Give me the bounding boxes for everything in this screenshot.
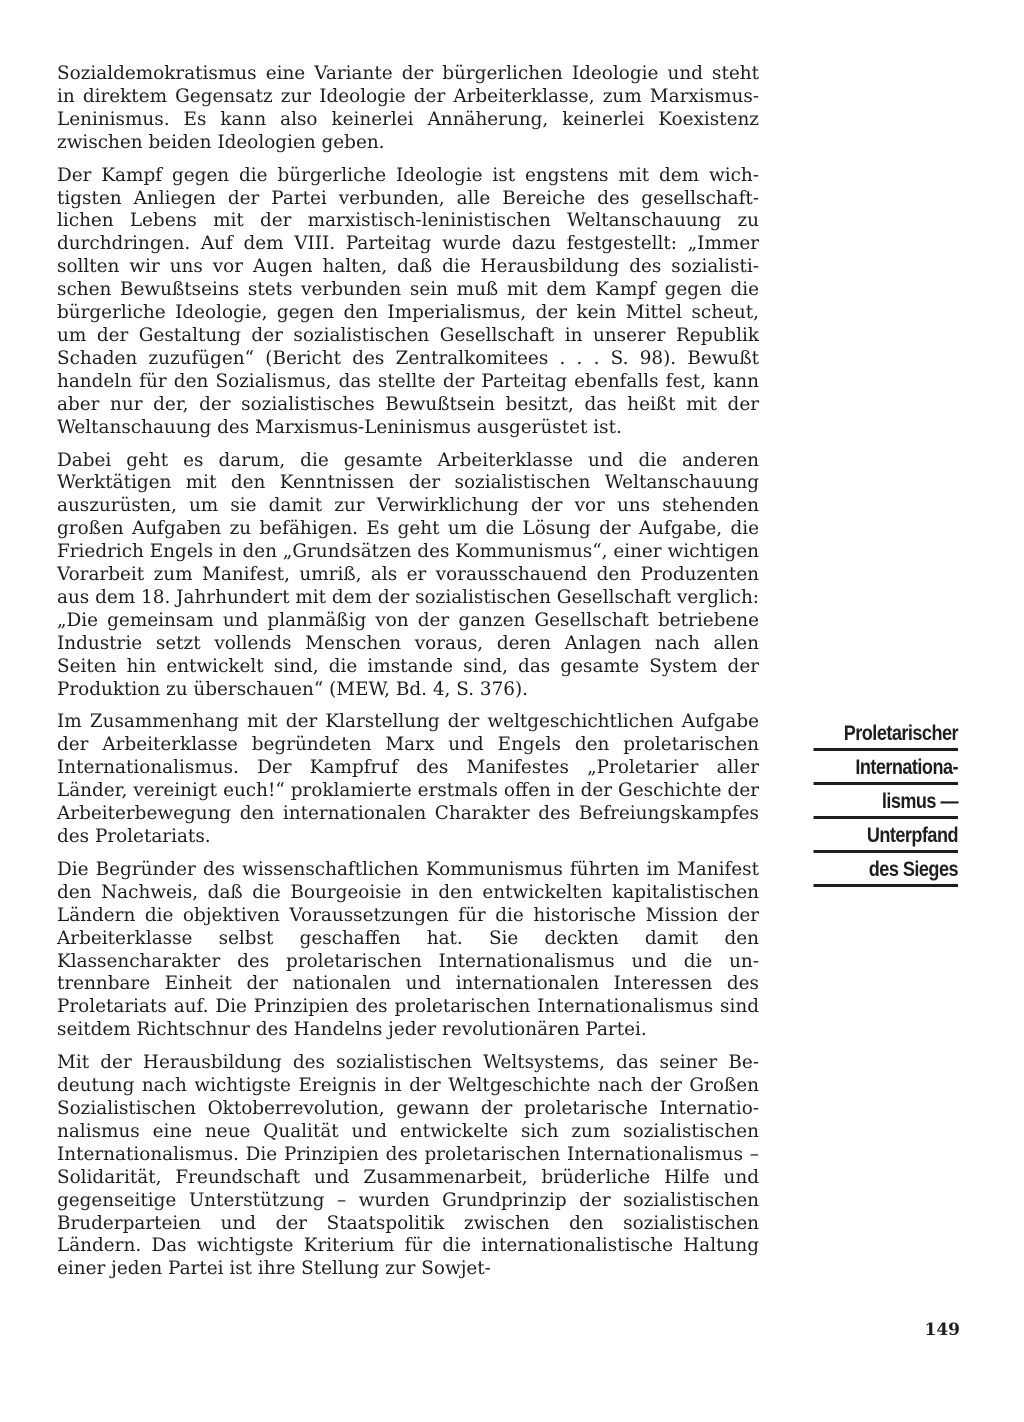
paragraph: Der Kampf gegen die bürgerliche Ideologie ist engstens mit dem wichtigsten Anliegen der Partei verbunden, alle Bereiche des gesellschaftlichen Lebens mit der marxistisch-leninistischen Weltanschauung zu durchdringen. Auf dem VIII. Parteitag wurde dazu festgestellt: „Immer sollten wir uns vor Augen halten, daß die Herausbildung des sozialistischen Bewußtseins stets verbunden sein muß mit dem Kampf gegen die bürgerliche Ideologie, gegen den Imperialismus, der kein Mittel scheut, um der Gestaltung der sozialistischen Gesellschaft in unserer Republik Schaden zuzufügen“ (Bericht des Zentralkomitees . . . S. 98). Bewußt handeln für den Sozialismus, das stellte der Parteitag ebenfalls fest, kann aber nur der, der sozialistisches Bewußtsein besitzt, das heißt mit der Weltanschauung des Marxismus-Leninismus ausgerüstet ist. [57, 164, 759, 438]
paragraph: Sozialdemokratismus eine Variante der bürgerlichen Ideologie und steht in direktem Gegensatz zur Ideologie der Arbeiterklasse, zum Marxismus-Leninismus. Es kann also keinerlei Annäherung, keinerlei Koexistenz zwischen beiden Ideologien geben. [57, 63, 759, 153]
paragraph: Dabei geht es darum, die gesamte Arbeiterklasse und die anderen Werktätigen mit den Kenntnissen der sozialistischen Weltanschauung auszurüsten, um sie damit zur Verwirklichung der vor uns stehenden großen Aufgaben zu befähigen. Es geht um die Lösung der Aufgabe, die Friedrich Engels in den „Grundsätzen des Kommunismus“, einer wichtigen Vorarbeit zum Manifest, umriß, als er vorausschauend den Produzenten aus dem 18. Jahrhundert mit dem der sozialistischen Gesellschaft verglich: „Die gemeinsam und planmäßig von der ganzen Gesellschaft betriebene Industrie setzt vollends Menschen voraus, deren Anlagen nach allen Seiten hin entwickelt sind, die imstande sind, das gesamte System der Produktion zu überschauen“ (MEW, Bd. 4, S. 376). [57, 449, 759, 700]
paragraph: Die Begründer des wissenschaftlichen Kommunismus führten im Manifest den Nachweis, daß die Bourgeoisie in den entwickelten kapitalistischen Ländern die objektiven Voraussetzungen für die historische Mission der Arbeiterklasse selbst geschaffen hat. Sie deckten damit den Klassencharakter des proletarischen Internationalismus und die untrennbare Einheit der nationalen und internationalen Interessen des Proletariats auf. Die Prinzipien des proletarischen Internationalismus sind seitdem Richtschnur des Handelns jeder revolutionären Partei. [57, 858, 759, 1041]
margin-heading-line: lismus — [814, 786, 958, 819]
margin-heading [790, 718, 958, 887]
paragraph: Mit der Herausbildung des sozialistischen Weltsystems, das seiner Bedeutung nach wichtigste Ereignis in der Weltgeschichte nach der Großen Sozialistischen Oktoberrevolution, gewann der proletarische Internationalismus eine neue Qualität und entwickelte sich zum sozialistischen Internationalismus. Die Prinzipien des proletarischen Internationalismus – Solidarität, Freundschaft und Zusammenarbeit, brüderliche Hilfe und gegenseitige Unterstützung – wurden Grundprinzip der sozialistischen Bruderparteien und der Staatspolitik zwischen den sozialistischen Ländern. Das wichtigste Kriterium für die internationalistische Haltung einer jeden Partei ist ihre Stellung zur Sowjet- [57, 1052, 759, 1280]
margin-heading-line: Proletarischer [814, 718, 958, 751]
body-text [57, 63, 759, 1291]
paragraph: Im Zusammenhang mit der Klarstellung der weltgeschichtlichen Aufgabe der Arbeiterklasse begründeten Marx und Engels den proletarischen Internationalismus. Der Kampfruf des Manifestes „Proletarier aller Länder, vereinigt euch!“ proklamierte erstmals offen in der Geschichte der Arbeiterbewegung den internationalen Charakter des Befreiungskampfes des Proletariats. [57, 711, 759, 847]
page-number: 149 [924, 1320, 960, 1340]
margin-heading-line: Unterpfand [814, 820, 958, 853]
margin-heading-line: des Sieges [814, 854, 958, 887]
margin-heading-line: Internationa- [814, 752, 958, 785]
